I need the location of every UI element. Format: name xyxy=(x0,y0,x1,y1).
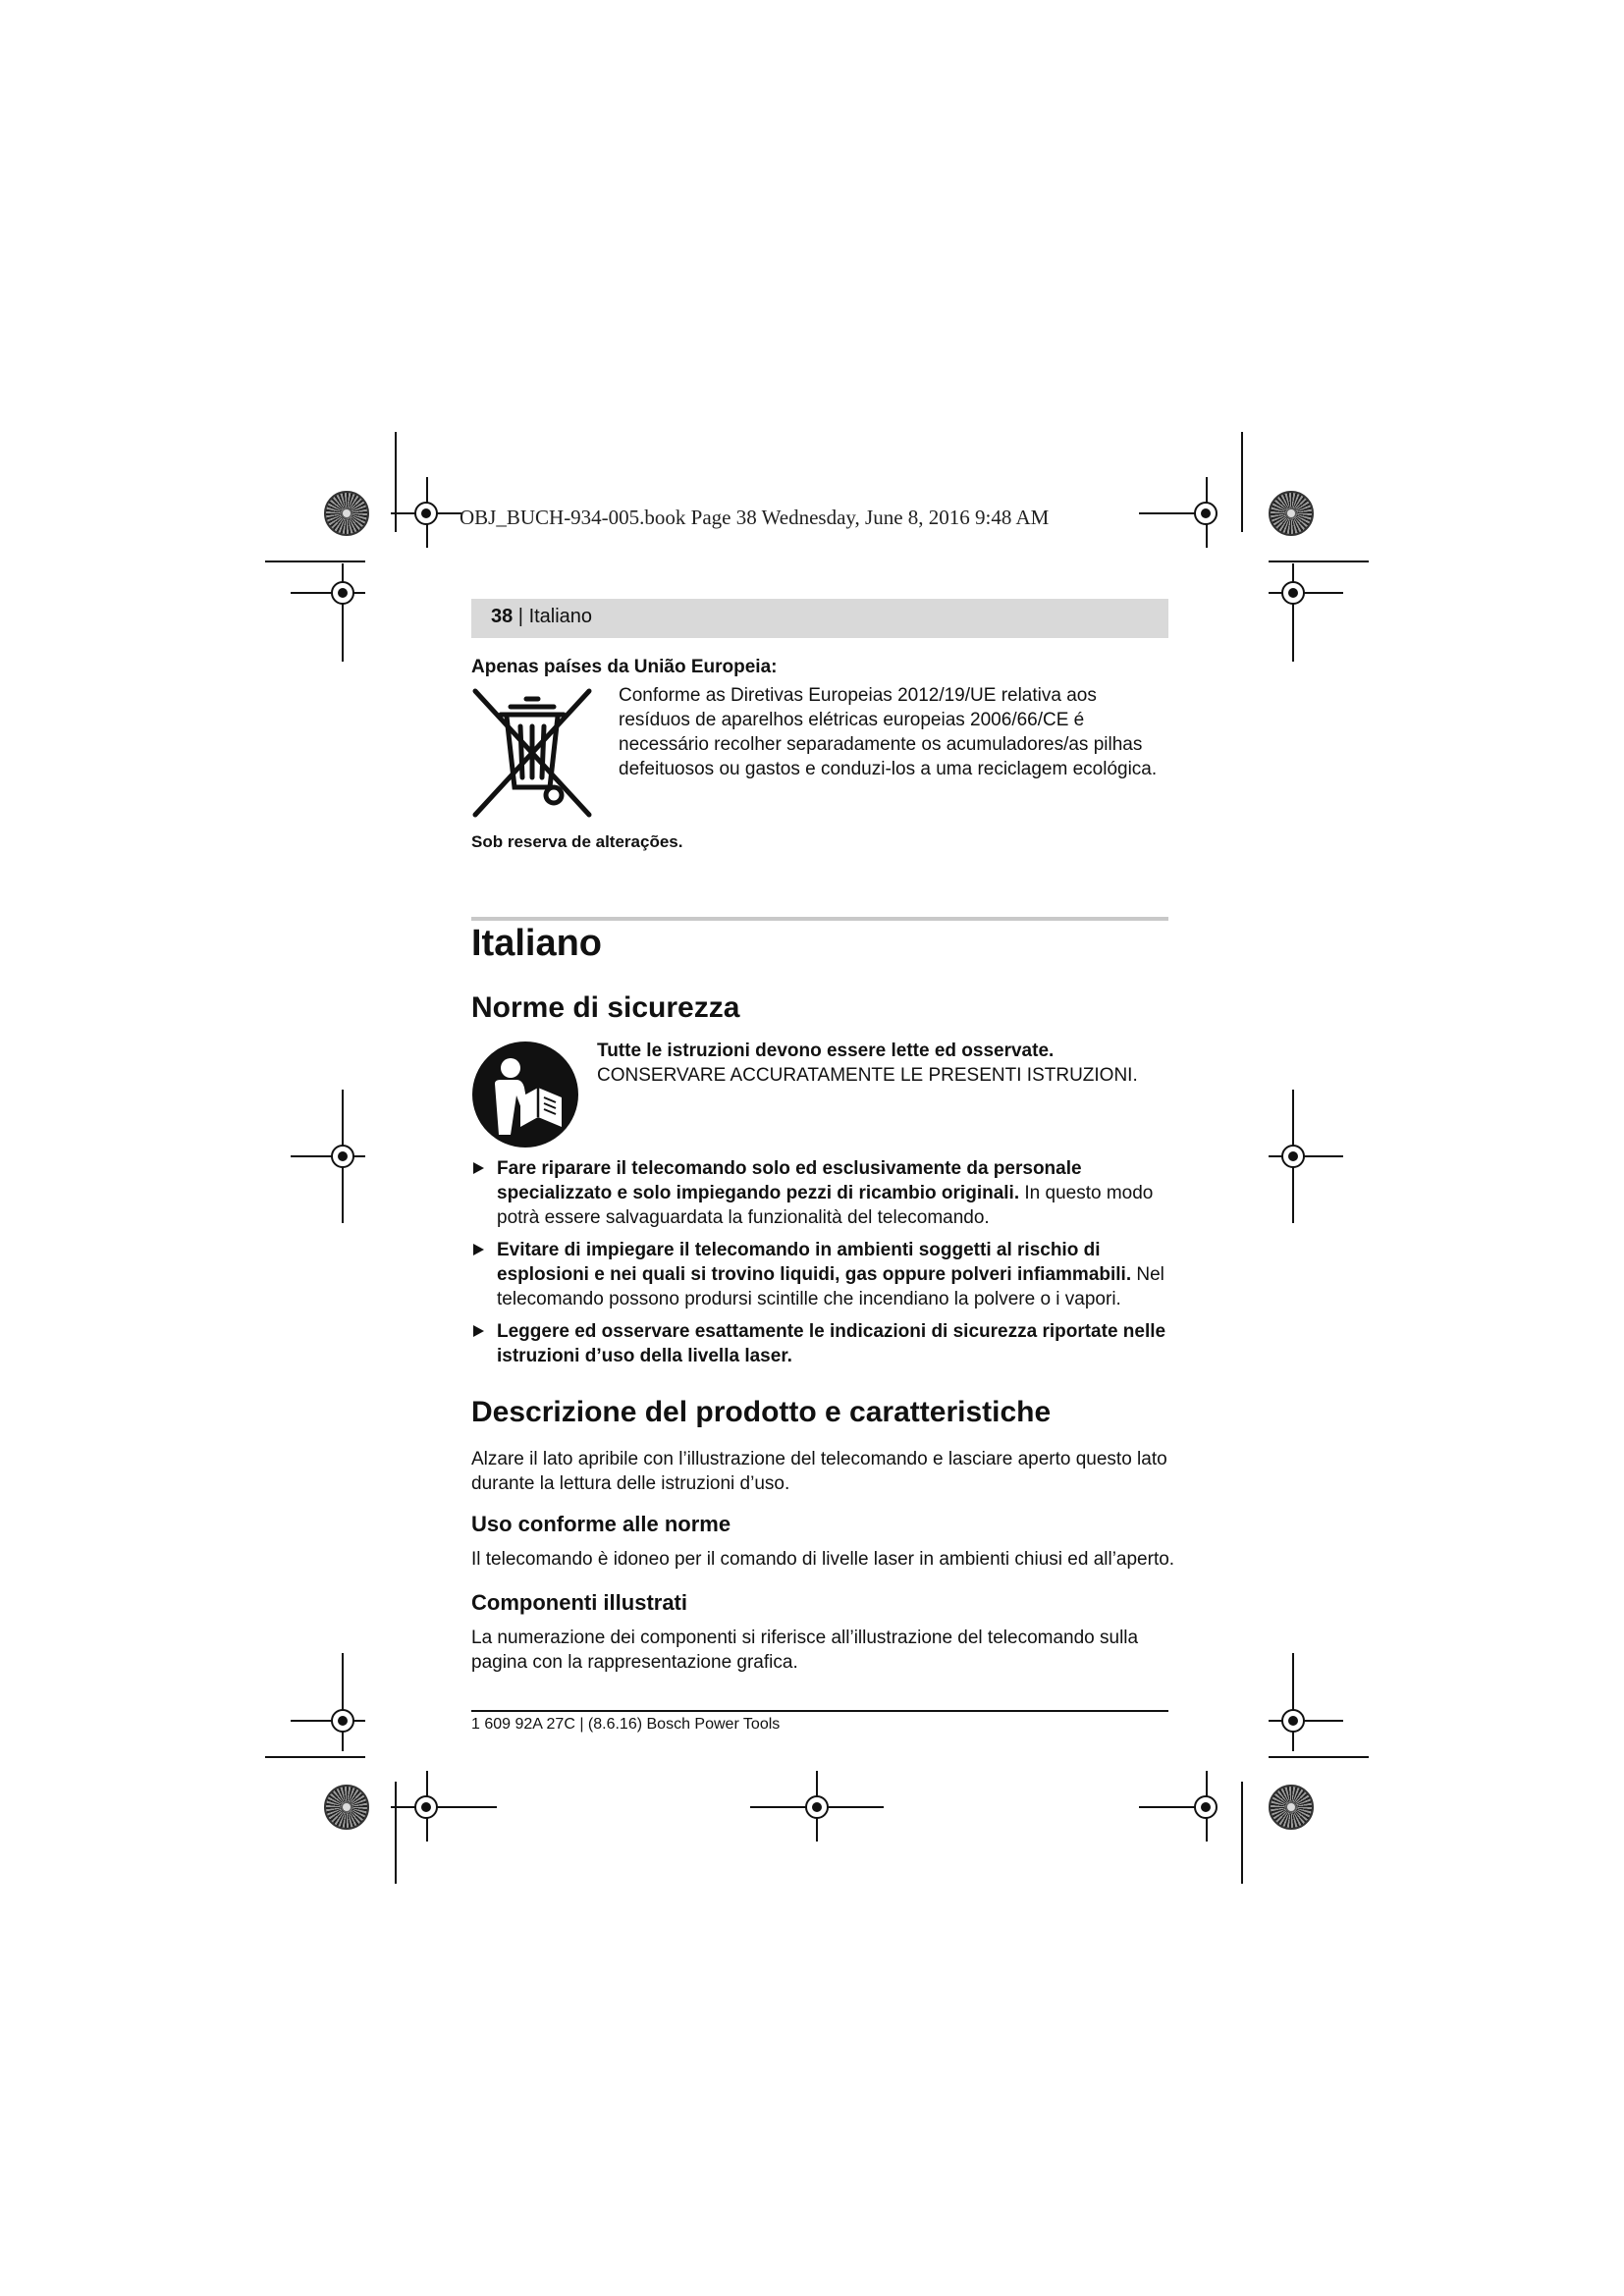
list-item xyxy=(471,1156,1178,1230)
product-description-paragraph: Alzare il lato apribile con l’illustrazione del telecomando e lasciare aperto questo lato durante la lettura delle istruzioni d’uso. xyxy=(471,1449,1167,1494)
section-title-italiano: Italiano xyxy=(471,923,603,964)
bullet-text: In questo modo potrà essere salvaguardata la funzionalità del telecomando. xyxy=(497,1183,1154,1228)
page-header xyxy=(491,606,592,628)
triangle-bullet-icon xyxy=(473,1244,484,1255)
safety-intro-rest: CONSERVARE ACCURATAMENTE LE PRESENTI ISTRUZIONI. xyxy=(597,1065,1138,1086)
crosshair-line xyxy=(342,563,344,662)
components-heading: Componenti illustrati xyxy=(471,1590,687,1615)
safety-intro-bold: Tutte le istruzioni devono essere lette ed osservate. xyxy=(597,1041,1055,1061)
registration-dot xyxy=(1288,1716,1298,1726)
safety-bullet-list xyxy=(471,1156,1178,1376)
print-header: OBJ_BUCH-934-005.book Page 38 Wednesday, June 8, 2016 9:48 AM xyxy=(460,506,1050,529)
header-language: Italiano xyxy=(528,606,593,627)
page-footer: 1 609 92A 27C | (8.6.16) Bosch Power Tools xyxy=(471,1716,781,1733)
trim-line xyxy=(395,432,397,532)
read-manual-icon xyxy=(471,1041,579,1148)
list-item xyxy=(471,1319,1178,1368)
crosshair-line xyxy=(1269,1155,1343,1157)
registration-dot xyxy=(421,1802,431,1812)
triangle-bullet-icon xyxy=(473,1325,484,1337)
footer-divider xyxy=(471,1710,1168,1712)
registration-dot xyxy=(1201,1802,1211,1812)
trim-line xyxy=(1269,561,1369,562)
trim-line xyxy=(1241,432,1243,532)
crosshair-line xyxy=(1292,1653,1294,1751)
trim-line xyxy=(265,1756,365,1758)
registration-dot xyxy=(1201,508,1211,518)
registration-dot xyxy=(812,1802,822,1812)
trim-line xyxy=(1269,1756,1369,1758)
color-bar-sunburst-icon xyxy=(1269,1785,1314,1830)
trim-line xyxy=(1241,1782,1243,1884)
header-separator: | xyxy=(513,606,529,627)
eu-disposal-paragraph: Conforme as Diretivas Europeias 2012/19/UE relativa aos resíduos de aparelhos elétricas europeias 2006/66/CE é necessário recolher separadamente os acumuladores/as pilhas defeituosos ou gastos e conduzi-los a uma reciclagem ecológica. xyxy=(619,685,1158,779)
color-bar-sunburst-icon xyxy=(324,1785,369,1830)
registration-dot xyxy=(338,1716,348,1726)
reserve-note: Sob reserva de alterações. xyxy=(471,832,683,851)
registration-dot xyxy=(1288,588,1298,598)
intended-use-paragraph: Il telecomando è idoneo per il comando di livelle laser in ambienti chiusi ed all’aperto. xyxy=(471,1549,1175,1570)
crossed-out-wheeled-bin-icon xyxy=(471,687,593,819)
crosshair-line xyxy=(342,1653,344,1751)
safety-heading: Norme di sicurezza xyxy=(471,991,740,1024)
list-item xyxy=(471,1238,1178,1311)
eu-only-heading: Apenas países da União Europeia: xyxy=(471,657,778,677)
color-bar-sunburst-icon xyxy=(324,491,369,536)
bullet-text: Nel telecomando possono prodursi scintille che incendiano la polvere o i vapori. xyxy=(497,1264,1164,1309)
crosshair-line xyxy=(391,1806,497,1808)
intended-use-heading: Uso conforme alle norme xyxy=(471,1512,731,1536)
registration-dot xyxy=(338,1151,348,1161)
crosshair-line xyxy=(1269,592,1343,594)
page-number: 38 xyxy=(491,606,514,627)
registration-dot xyxy=(1288,1151,1298,1161)
bullet-bold-text: Fare riparare il telecomando solo ed esclusivamente da personale specializzato e solo impiegando pezzi di ricambio originali. xyxy=(497,1158,1082,1203)
crosshair-line xyxy=(1269,1720,1343,1722)
product-description-heading: Descrizione del prodotto e caratteristiche xyxy=(471,1396,1052,1428)
registration-dot xyxy=(338,588,348,598)
triangle-bullet-icon xyxy=(473,1162,484,1174)
safety-intro xyxy=(597,1039,1168,1088)
bullet-bold-text: Evitare di impiegare il telecomando in ambienti soggetti al rischio di esplosioni e nei quali si trovino liquidi, gas oppure polveri infiammabili. xyxy=(497,1240,1132,1285)
color-bar-sunburst-icon xyxy=(1269,491,1314,536)
components-paragraph: La numerazione dei componenti si riferisce all’illustrazione del telecomando sulla pagina con la rappresentazione grafica. xyxy=(471,1628,1139,1673)
registration-dot xyxy=(421,508,431,518)
trim-line xyxy=(265,561,365,562)
trim-line xyxy=(395,1782,397,1884)
bullet-bold-text: Leggere ed osservare esattamente le indicazioni di sicurezza riportate nelle istruzioni d’uso della livella laser. xyxy=(497,1321,1166,1366)
crosshair-line xyxy=(1292,563,1294,662)
